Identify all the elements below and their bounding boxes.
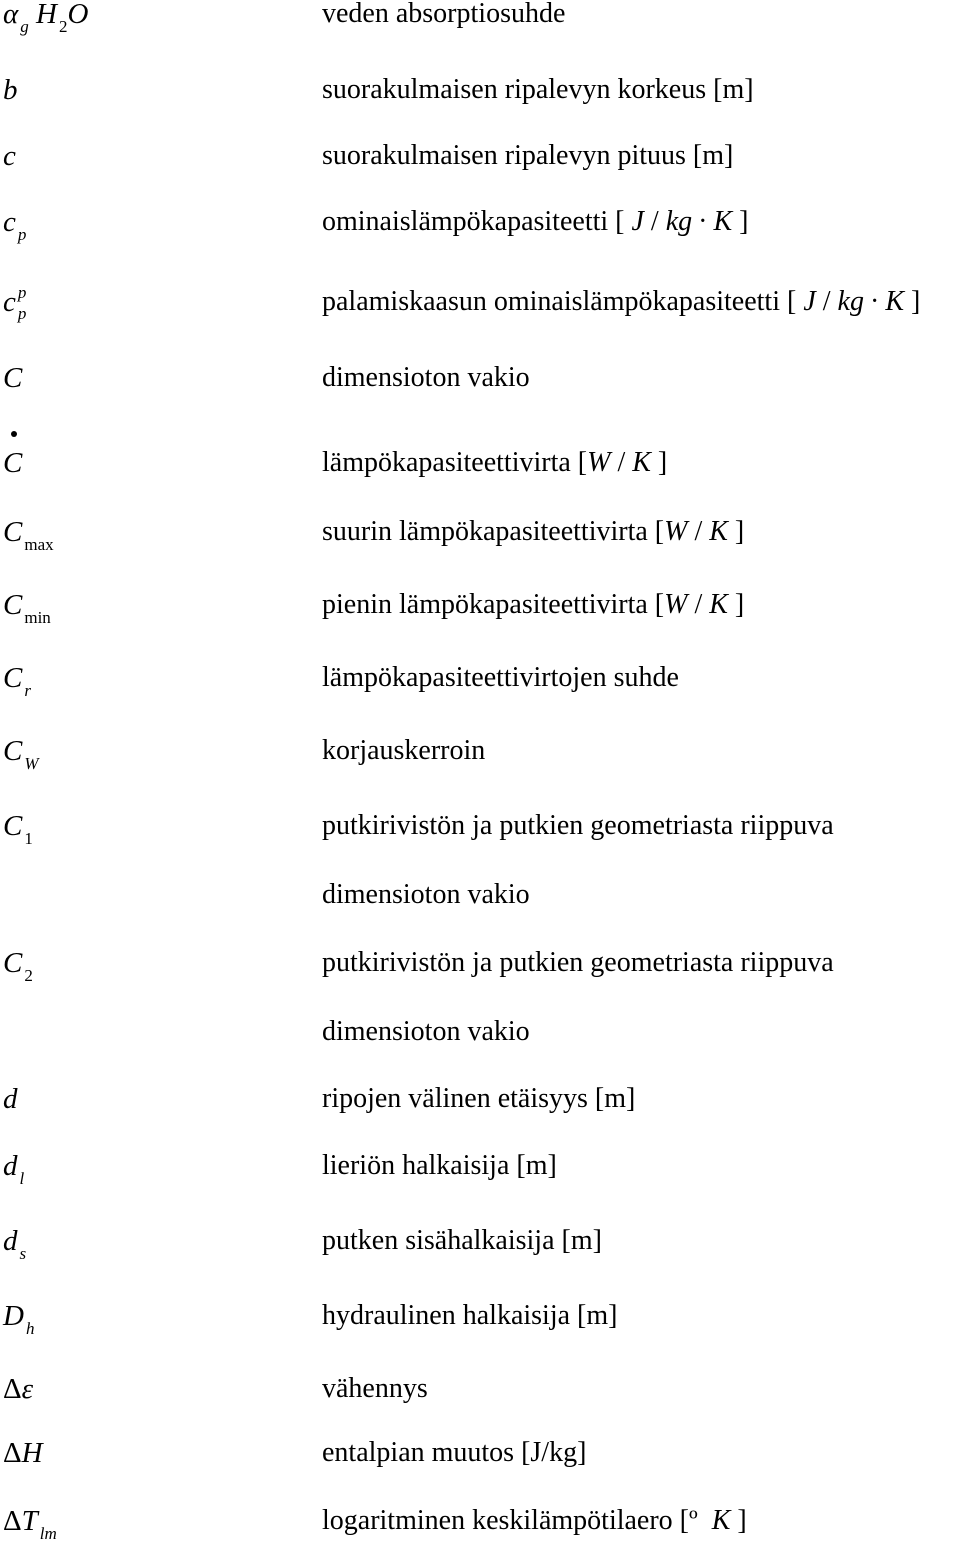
unit-close: ] xyxy=(737,1505,747,1536)
symbol-mid: H xyxy=(35,0,57,30)
unit-slash: / xyxy=(694,516,703,547)
symbol-base: c xyxy=(3,206,16,238)
symbol-base: d xyxy=(3,1150,18,1182)
desc-Cdot xyxy=(322,443,667,483)
symbol-dl xyxy=(3,1146,24,1190)
symbol-sub: g xyxy=(20,17,29,36)
symbol-dH xyxy=(3,1433,43,1473)
symbol-base: c xyxy=(3,286,16,318)
delta-symbol: Δ xyxy=(3,1373,22,1405)
row-ds xyxy=(0,1221,960,1261)
symbol-base: D xyxy=(3,1300,24,1332)
symbol-Cmax xyxy=(3,512,54,556)
symbol-sub: r xyxy=(24,681,31,700)
unit-k: K xyxy=(713,206,733,237)
symbol-C: C xyxy=(3,362,23,394)
desc-d: ripojen välinen etäisyys [m] xyxy=(322,1083,636,1114)
row-C xyxy=(0,358,960,398)
symbol-Cr xyxy=(3,658,31,702)
symbol-b: b xyxy=(3,74,18,106)
row-Dh xyxy=(0,1296,960,1336)
desc-Cr: lämpökapasiteettivirtojen suhde xyxy=(322,662,679,693)
row-C1 xyxy=(0,806,960,846)
row-C2-cont xyxy=(0,1012,960,1052)
unit-dot: · xyxy=(698,206,708,237)
unit-close: ] xyxy=(734,516,745,547)
desc-dTlm xyxy=(322,1501,747,1541)
symbol-base: C xyxy=(3,589,23,621)
symbol-stack xyxy=(16,282,30,322)
symbol-base: d xyxy=(3,1225,18,1257)
symbol-d: d xyxy=(3,1083,18,1115)
row-d xyxy=(0,1079,960,1119)
symbol-base: H xyxy=(21,1437,43,1469)
desc-text: palamiskaasun ominaislämpökapasiteetti [ xyxy=(322,286,797,317)
unit-close: ] xyxy=(734,589,745,620)
desc-C1-line2: dimensioton vakio xyxy=(322,879,530,910)
row-dTlm xyxy=(0,1501,960,1541)
symbol-Cmin xyxy=(3,585,51,629)
symbol-sup: p xyxy=(17,283,27,302)
unit-close: ] xyxy=(657,447,668,478)
dot-accent-icon xyxy=(11,431,17,437)
symbol-base: ε xyxy=(21,1373,34,1405)
desc-Dh: hydraulinen halkaisija [m] xyxy=(322,1300,618,1331)
symbol-cpp xyxy=(3,282,30,322)
row-C2 xyxy=(0,943,960,983)
row-dl xyxy=(0,1146,960,1186)
unit-slash: / xyxy=(694,589,703,620)
unit-w: W xyxy=(664,516,688,547)
symbol-Dh xyxy=(3,1296,34,1340)
unit-slash: / xyxy=(617,447,626,478)
symbol-sub: p xyxy=(17,304,27,323)
symbol-deps xyxy=(3,1369,33,1409)
symbol-sub: h xyxy=(25,1319,35,1338)
symbol-base: C xyxy=(3,662,23,694)
symbol-base: C xyxy=(3,735,23,767)
unit-slash: / xyxy=(822,286,831,317)
row-deps xyxy=(0,1369,960,1409)
row-b xyxy=(0,70,960,110)
symbol-C2 xyxy=(3,943,33,987)
desc-b: suorakulmaisen ripalevyn korkeus [m] xyxy=(322,74,754,105)
desc-Cmin xyxy=(322,585,744,625)
desc-dH: entalpian muutos [J/kg] xyxy=(322,1437,587,1468)
symbol-base: C xyxy=(3,447,23,479)
unit-dot: · xyxy=(869,286,880,317)
symbol-cp xyxy=(3,202,26,246)
symbol-base: T xyxy=(21,1505,38,1537)
row-cpp xyxy=(0,282,960,322)
symbol-base: C xyxy=(3,810,23,842)
unit-close: ] xyxy=(739,206,749,237)
unit-k: K xyxy=(709,516,728,547)
symbol-base: α xyxy=(3,0,19,30)
desc-text: pienin lämpökapasiteettivirta [ xyxy=(322,589,665,620)
row-Cmin xyxy=(0,585,960,625)
unit-slash: / xyxy=(650,206,659,237)
desc-text: suurin lämpökapasiteettivirta [ xyxy=(322,516,665,547)
symbol-C1 xyxy=(3,806,33,850)
symbol-sub: s xyxy=(19,1244,27,1263)
unit-w: W xyxy=(587,447,611,478)
row-Cr xyxy=(0,658,960,698)
unit-k: K xyxy=(632,447,651,478)
symbol-base: C xyxy=(3,947,23,979)
row-c xyxy=(0,136,960,176)
symbol-dTlm xyxy=(3,1501,57,1545)
row-Cdot xyxy=(0,443,960,483)
unit-j: J xyxy=(631,206,644,237)
desc-C: dimensioton vakio xyxy=(322,362,530,393)
symbol-sub: 2 xyxy=(24,966,33,985)
desc-alpha-g-h2o: veden absorptiosuhde xyxy=(322,0,566,29)
desc-ds: putken sisähalkaisija [m] xyxy=(322,1225,602,1256)
row-dH xyxy=(0,1433,960,1473)
unit-k: K xyxy=(711,1505,731,1536)
desc-text: lämpökapasiteettivirta [ xyxy=(322,447,588,478)
unit-k: K xyxy=(885,286,904,317)
symbol-sub: 1 xyxy=(24,829,33,848)
symbol-sub: lm xyxy=(39,1524,57,1543)
symbol-sub: W xyxy=(24,754,39,773)
desc-cp xyxy=(322,202,748,242)
symbol-sub: min xyxy=(24,608,51,627)
symbol-Cdot xyxy=(3,443,22,483)
symbol-ds xyxy=(3,1221,26,1265)
desc-C2-line1: putkirivistön ja putkien geometriasta riippuva xyxy=(322,947,834,978)
symbol-sub: l xyxy=(19,1169,25,1188)
unit-j: J xyxy=(803,286,816,317)
delta-symbol: Δ xyxy=(3,1505,22,1537)
delta-symbol: Δ xyxy=(3,1437,22,1469)
row-cp xyxy=(0,202,960,242)
unit-kg: kg xyxy=(665,206,693,237)
desc-cpp xyxy=(322,282,920,322)
symbol-sub: 2 xyxy=(58,17,68,36)
desc-text: logaritminen keskilämpötilaero [º xyxy=(322,1505,698,1536)
symbol-sub: p xyxy=(17,225,27,244)
symbol-CW xyxy=(3,731,39,775)
desc-CW: korjauskerroin xyxy=(322,735,486,766)
symbol-c: c xyxy=(3,140,16,172)
symbol-alpha-g-h2o xyxy=(3,0,88,38)
row-C1-cont xyxy=(0,875,960,915)
desc-dl: lieriön halkaisija [m] xyxy=(322,1150,557,1181)
symbol-tail: O xyxy=(67,0,89,30)
unit-w: W xyxy=(664,589,688,620)
row-CW xyxy=(0,731,960,771)
desc-Cmax xyxy=(322,512,744,552)
symbol-sub: max xyxy=(24,535,54,554)
unit-close: ] xyxy=(911,286,921,317)
row-Cmax xyxy=(0,512,960,552)
unit-k: K xyxy=(709,589,728,620)
symbol-base: C xyxy=(3,516,23,548)
desc-C1-line1: putkirivistön ja putkien geometriasta riippuva xyxy=(322,810,834,841)
desc-deps: vähennys xyxy=(322,1373,428,1404)
unit-kg: kg xyxy=(837,286,864,317)
desc-C2-line2: dimensioton vakio xyxy=(322,1016,530,1047)
desc-c: suorakulmaisen ripalevyn pituus [m] xyxy=(322,140,734,171)
desc-text: ominaislämpökapasiteetti [ xyxy=(322,206,625,237)
row-alpha-g-h2o xyxy=(0,0,960,34)
